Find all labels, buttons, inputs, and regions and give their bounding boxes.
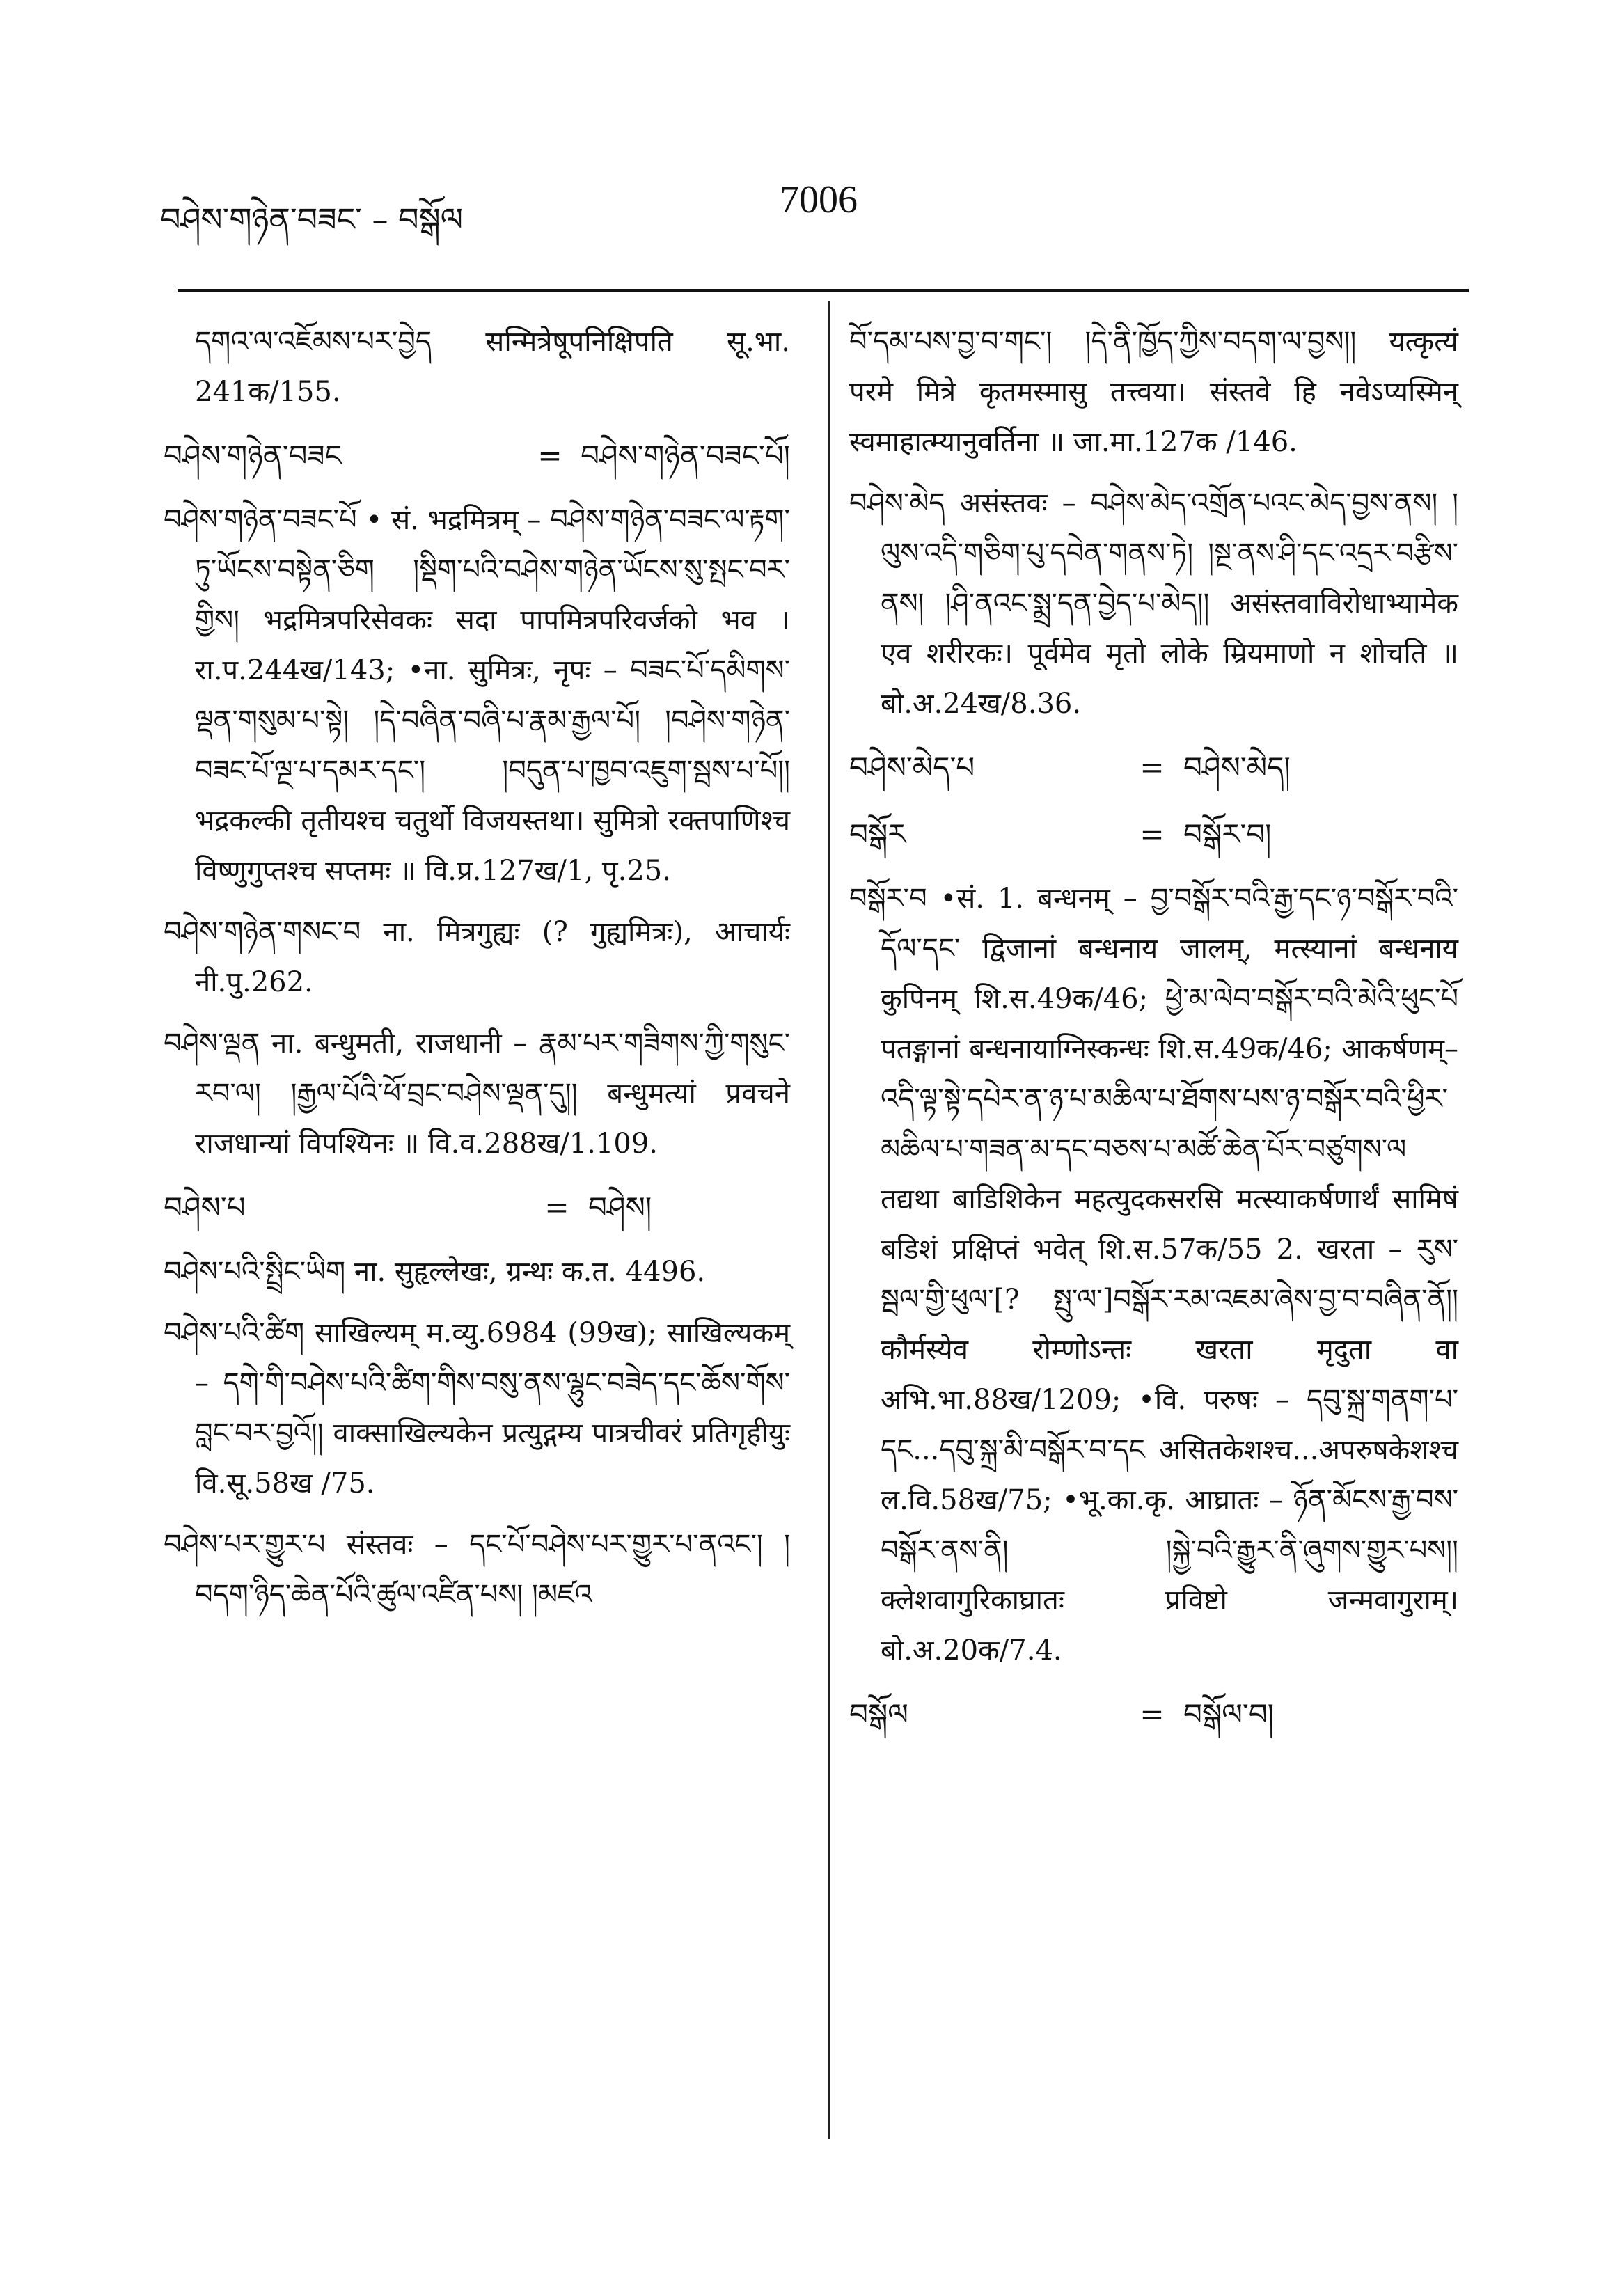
entry-text: བཤེས་གཉེན་བཟང་པོ • सं. भद्रमित्रम् – བཤེས་གཉེན་བཟང་ལ་རྟག་ཏུ་ཡོངས་བསྟེན་ཅིག །སྡིག་པའི་བཤེས་གཉེན་ཡོངས་སུ་སྤང་བར་གྱིས། भद्रमित्रपरिसेवकः सदा पापमित्रपरिवर्जको भव । रा.प.244ख/143; •ना. सुमित्रः, नृपः – བཟང་པོ་དམིགས་ལྡན་གསུམ་པ་སྟེ། །དེ་བཞིན་བཞི་པ་རྣམ་རྒྱལ་པོ། །བཤེས་གཉེན་བཟང་པོ་ལྔ་པ་དམར་དང་། །བདུན་པ་ཁྱབ་འཇུག་སྦས་པ་པོ།། भद्रकल्की तृतीयश्च चतुर्थो विजयस्तथा। सुमित्रो रक्तपाणिश्च विष्णुगुप्तश्च सप्तमः ॥ वि.प्र.127ख/1, पृ.25.: [164, 504, 790, 887]
entry-text: བཤེས་པའི་སྤྲིང་ཡིག ना. सुहृल्लेखः, ग्रन्थः क.त. 4496.: [164, 1256, 706, 1288]
entry-text: བསྒོར་བ •सं. 1. बन्धनम् – བྱ་བསྒོར་བའི་རྒྱ་དང་ཉ་བསྒོར་བའི་དོལ་དང་ द्विजानां बन्धनाय जालम्, मत्स्यानां बन्धनाय कुपिनम् शि.स.49क/46; ཕྱེ་མ་ལེབ་བསྒོར་བའི་མེའི་ཕུང་པོ पतङ्गानां बन्धनायाग्निस्कन्धः शि.स.49क/46; आकर्षणम्–འདི་ལྟ་སྟེ་དཔེར་ན་ཉ་པ་མཆིལ་པ་ཐོགས་པས་ཉ་བསྒོར་བའི་ཕྱིར་མཆིལ་པ་གཟན་མ་དང་བཅས་པ་མཚོ་ཆེན་པོར་བཙུགས་ལ तद्यथा बाडिशिकेन महत्युदकसरसि मत्स्याकर्षणार्थं सामिषं बडिशं प्रक्षिप्तं भवेत् शि.स.57क/55 2. खरता – རུས་སྦལ་གྱི་ཕུལ་[? སྤུ་ལ་]བསྒོར་རམ་འཇམ་ཞེས་བྱ་བ་བཞིན་ནོ།། कौर्मस्येव रोम्णोऽन्तः खरता मृदुता वा अभि.भा.88ख/1209; •वि. परुषः – དབུ་སྐྲ་གནག་པ་དང...དབུ་སྐྲ་མི་བསྒོར་བ་དང असितकेशश्च...अपरुषकेशश्च ल.वि.58ख/75; •भू.का.कृ. आघ्रातः – ཉོན་མོངས་རྒྱ་བས་བསྒོར་ནས་ནི། །སྐྱེ་བའི་རྒྱུར་ནི་ཞུགས་གྱུར་པས།། क्लेशवागुरिकाघ्रातः प्रविष्टो जन्मवागुराम्। बो.अ.20क/7.4.: [849, 883, 1458, 1667]
equals-sign: =: [1140, 1697, 1165, 1731]
headword: བཤེས་པ: [164, 1190, 246, 1224]
dictionary-entry: [849, 478, 1458, 729]
cross-reference: [849, 740, 1458, 796]
dictionary-entry: [849, 874, 1458, 1676]
dictionary-entry: [164, 1247, 790, 1297]
dictionary-entry: [164, 1018, 790, 1169]
dictionary-entry: [164, 317, 790, 417]
cross-ref-target: བསྒོར་བ།: [1183, 817, 1272, 851]
cross-ref-target: བཤེས་གཉེན་བཟང་པོ།: [581, 439, 790, 473]
running-header-left: བཤེས་གཉེན་བཟང་ – བསྒོལ: [160, 200, 464, 238]
entry-text: དགའ་ལ་འཇོམས་པར་བྱེད सन्मित्रेषूपनिक्षिपति सू.भा. 241क/155.: [195, 326, 790, 408]
dictionary-entry: [849, 317, 1458, 467]
header-rule: [178, 289, 1469, 292]
column-divider: [828, 301, 830, 2139]
right-column: [849, 317, 1458, 1754]
page-header: [160, 178, 1469, 240]
equals-sign: =: [544, 1190, 569, 1224]
headword: བཤེས་གཉེན་བཟང: [164, 439, 342, 473]
cross-ref-target: བཤེས།: [588, 1190, 652, 1224]
headword: བསྒོར: [849, 817, 906, 851]
cross-reference: [164, 1180, 790, 1236]
cross-ref-target: བསྒོལ་བ།: [1183, 1697, 1274, 1731]
cross-ref-target: བཤེས་མེད།: [1183, 750, 1291, 785]
cross-reference: [164, 428, 790, 484]
left-column: [164, 317, 790, 1631]
entry-text: བཤེས་གཉེན་གསང་བ ना. मित्रगुह्यः (? गुह्यमित्रः), आचार्यः नी.पु.262.: [164, 916, 790, 998]
equals-sign: =: [537, 439, 562, 473]
entry-text: བཤེས་པའི་ཚིག साखिल्यम् म.व्यु.6984 (99ख); साखिल्यकम् – དགེ་གི་བཤེས་པའི་ཚིག་གིས་བསུ་ནས་ལྷུང་བཟེད་དང་ཆོས་གོས་བླང་བར་བྱའོ།། वाक्साखिल्यकेन प्रत्युद्गम्य पात्रचीवरं प्रतिगृहीयुः वि.सू.58ख /75.: [164, 1317, 790, 1499]
dictionary-entry: [164, 495, 790, 896]
cross-reference: [849, 1687, 1458, 1742]
entry-text: བཤེས་ལྡན ना. बन्धुमती, राजधानी – རྣམ་པར་གཟིགས་ཀྱི་གསུང་རབ་ལ། །རྒྱལ་པོའི་ཕོ་བྲང་བཤེས་ལྡན་དུ།། बन्धुमत्यां प्रवचने राजधान्यां विपश्यिनः ॥ वि.व.288ख/1.109.: [164, 1027, 790, 1160]
entry-text: བཤེས་པར་གྱུར་པ संस्तवः – དང་པོ་བཤེས་པར་གྱུར་པ་ནའང་། །བདག་ཉིད་ཆེན་པོའི་ཚུལ་འཛིན་པས། །མཛའ: [164, 1529, 790, 1611]
dictionary-entry: [164, 1308, 790, 1509]
headword: བསྒོལ: [849, 1697, 908, 1731]
dictionary-entry: [164, 1520, 790, 1620]
page-number: 7006: [780, 178, 858, 221]
dictionary-entry: [164, 907, 790, 1007]
equals-sign: =: [1140, 750, 1165, 785]
entry-text: བོ་དམ་པས་བྱ་བ་གང་། །དེ་ནི་ཁྱོད་ཀྱིས་བདག་ལ་བྱས།། यत्कृत्यं परमे मित्रे कृतमस्मासु तत्त्वया। संस्तवे हि नवेऽप्यस्मिन् स्वमाहात्म्यानुवर्तिना ॥ जा.मा.127क /146.: [849, 326, 1458, 458]
headword: བཤེས་མེད་པ: [849, 750, 975, 785]
cross-reference: [849, 807, 1458, 863]
entry-text: བཤེས་མེད असंस्तवः – བཤེས་མེད་འགྲོན་པའང་མེད་བྱས་ནས། །ལུས་འདི་གཅིག་པུ་དབེན་གནས་ཏེ། །སྔ་ནས་ཤི་དང་འདྲར་བརྩིས་ནས། །ཤི་ནའང་སྨྲ་དན་བྱེད་པ་མེད།། असंस्तवाविरोधाभ्यामेक एव शरीरकः। पूर्वमेव मृतो लोके म्रियमाणो न शोचति ॥ बो.अ.24ख/8.36.: [849, 487, 1458, 720]
equals-sign: =: [1140, 817, 1165, 851]
